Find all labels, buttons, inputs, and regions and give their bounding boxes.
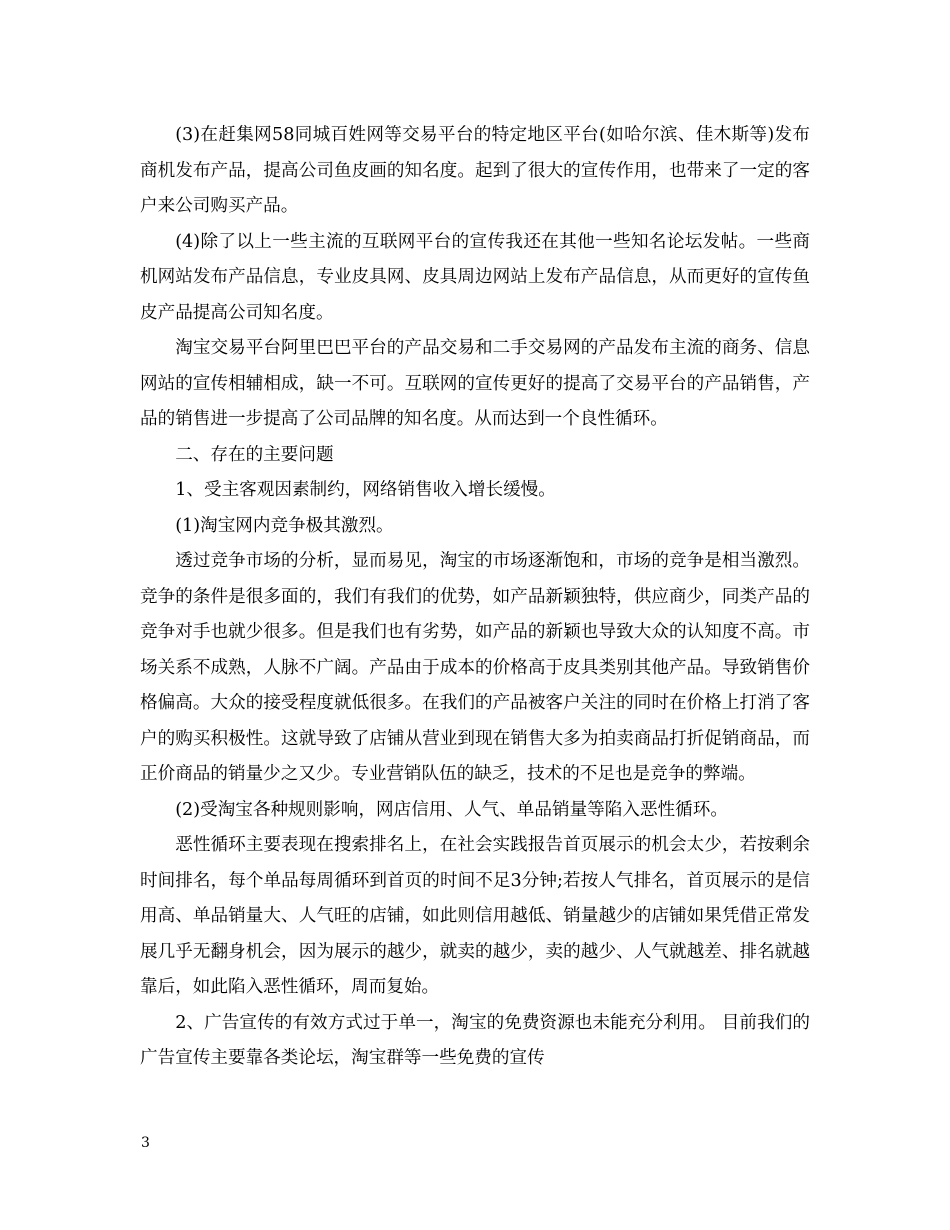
paragraph-vicious-cycle: 恶性循环主要表现在搜索排名上，在社会实践报告首页展示的机会太少，若按剩余时间排名，每个单品每周循环到首页的时间不足3分钟;若按人气排名，首页展示的是信用高、单品销量大、人气旺的店铺，如此则信用越低、销量越少的店铺如果凭借正常发展几乎无翻身机会，因为展示的越少，就卖的越少，卖的越少、人气就越差、排名就越靠后，如此陷入恶性循环，周而复始。 <box>140 835 810 997</box>
paragraph-competition-analysis: 透过竞争市场的分析，显而易见，淘宝的市场逐渐饱和，市场的竞争是相当激烈。竞争的条件是很多面的，我们有我们的优势，如产品新颖独特，供应商少，同类产品的竞争对手也就少很多。但是我们也有劣势，如产品的新颖也导致大众的认知度不高。市场关系不成熟，人脉不广阔。产品由于成本的价格高于皮具类别其他产品。导致销售价格偏高。大众的接受程度就低很多。在我们的产品被客户关注的同时在价格上打消了客户的购买积极性。这就导致了店铺从营业到现在销售大多为拍卖商品打折促销商品，而正价商品的销量少之又少。专业营销队伍的缺乏，技术的不足也是竞争的弊端。 <box>140 551 810 784</box>
subheading-2-taobao-rules: (2)受淘宝各种规则影响，网店信用、人气、单品销量等陷入恶性循环。 <box>175 799 728 820</box>
paragraph-3-ganji: (3)在赶集网58同城百姓网等交易平台的特定地区平台(如哈尔滨、佳木斯等)发布商机发布产品，提高公司鱼皮画的知名度。起到了很大的宣传作用，也带来了一定的客户来公司购买产品。 <box>140 125 810 216</box>
paragraph-platform-synergy: 淘宝交易平台阿里巴巴平台的产品交易和二手交易网的产品发布主流的商务、信息网站的宣传相辅相成，缺一不可。互联网的宣传更好的提高了交易平台的产品销售，产品的销售进一步提高了公司品牌的知名度。从而达到一个良性循环。 <box>140 338 810 429</box>
subheading-1-sales-growth: 1、受主客观因素制约，网络销售收入增长缓慢。 <box>175 480 556 500</box>
paragraph-4-forums: (4)除了以上一些主流的互联网平台的宣传我还在其他一些知名论坛发帖。一些商机网站发布产品信息，专业皮具网、皮具周边网站上发布产品信息，从而更好的宣传鱼皮产品提高公司知名度。 <box>140 231 810 323</box>
body-text <box>140 118 810 1077</box>
subheading-1-competition: (1)淘宝网内竞争极其激烈。 <box>175 515 394 536</box>
paragraph-2-advertising: 2、广告宣传的有效方式过于单一，淘宝的免费资源也未能充分利用。 目前我们的广告宣传主要靠各类论坛，淘宝群等一些免费的宣传 <box>140 1012 810 1068</box>
page-number: 3 <box>141 1135 150 1151</box>
section-heading-main-problems: 二、存在的主要问题 <box>175 444 334 465</box>
